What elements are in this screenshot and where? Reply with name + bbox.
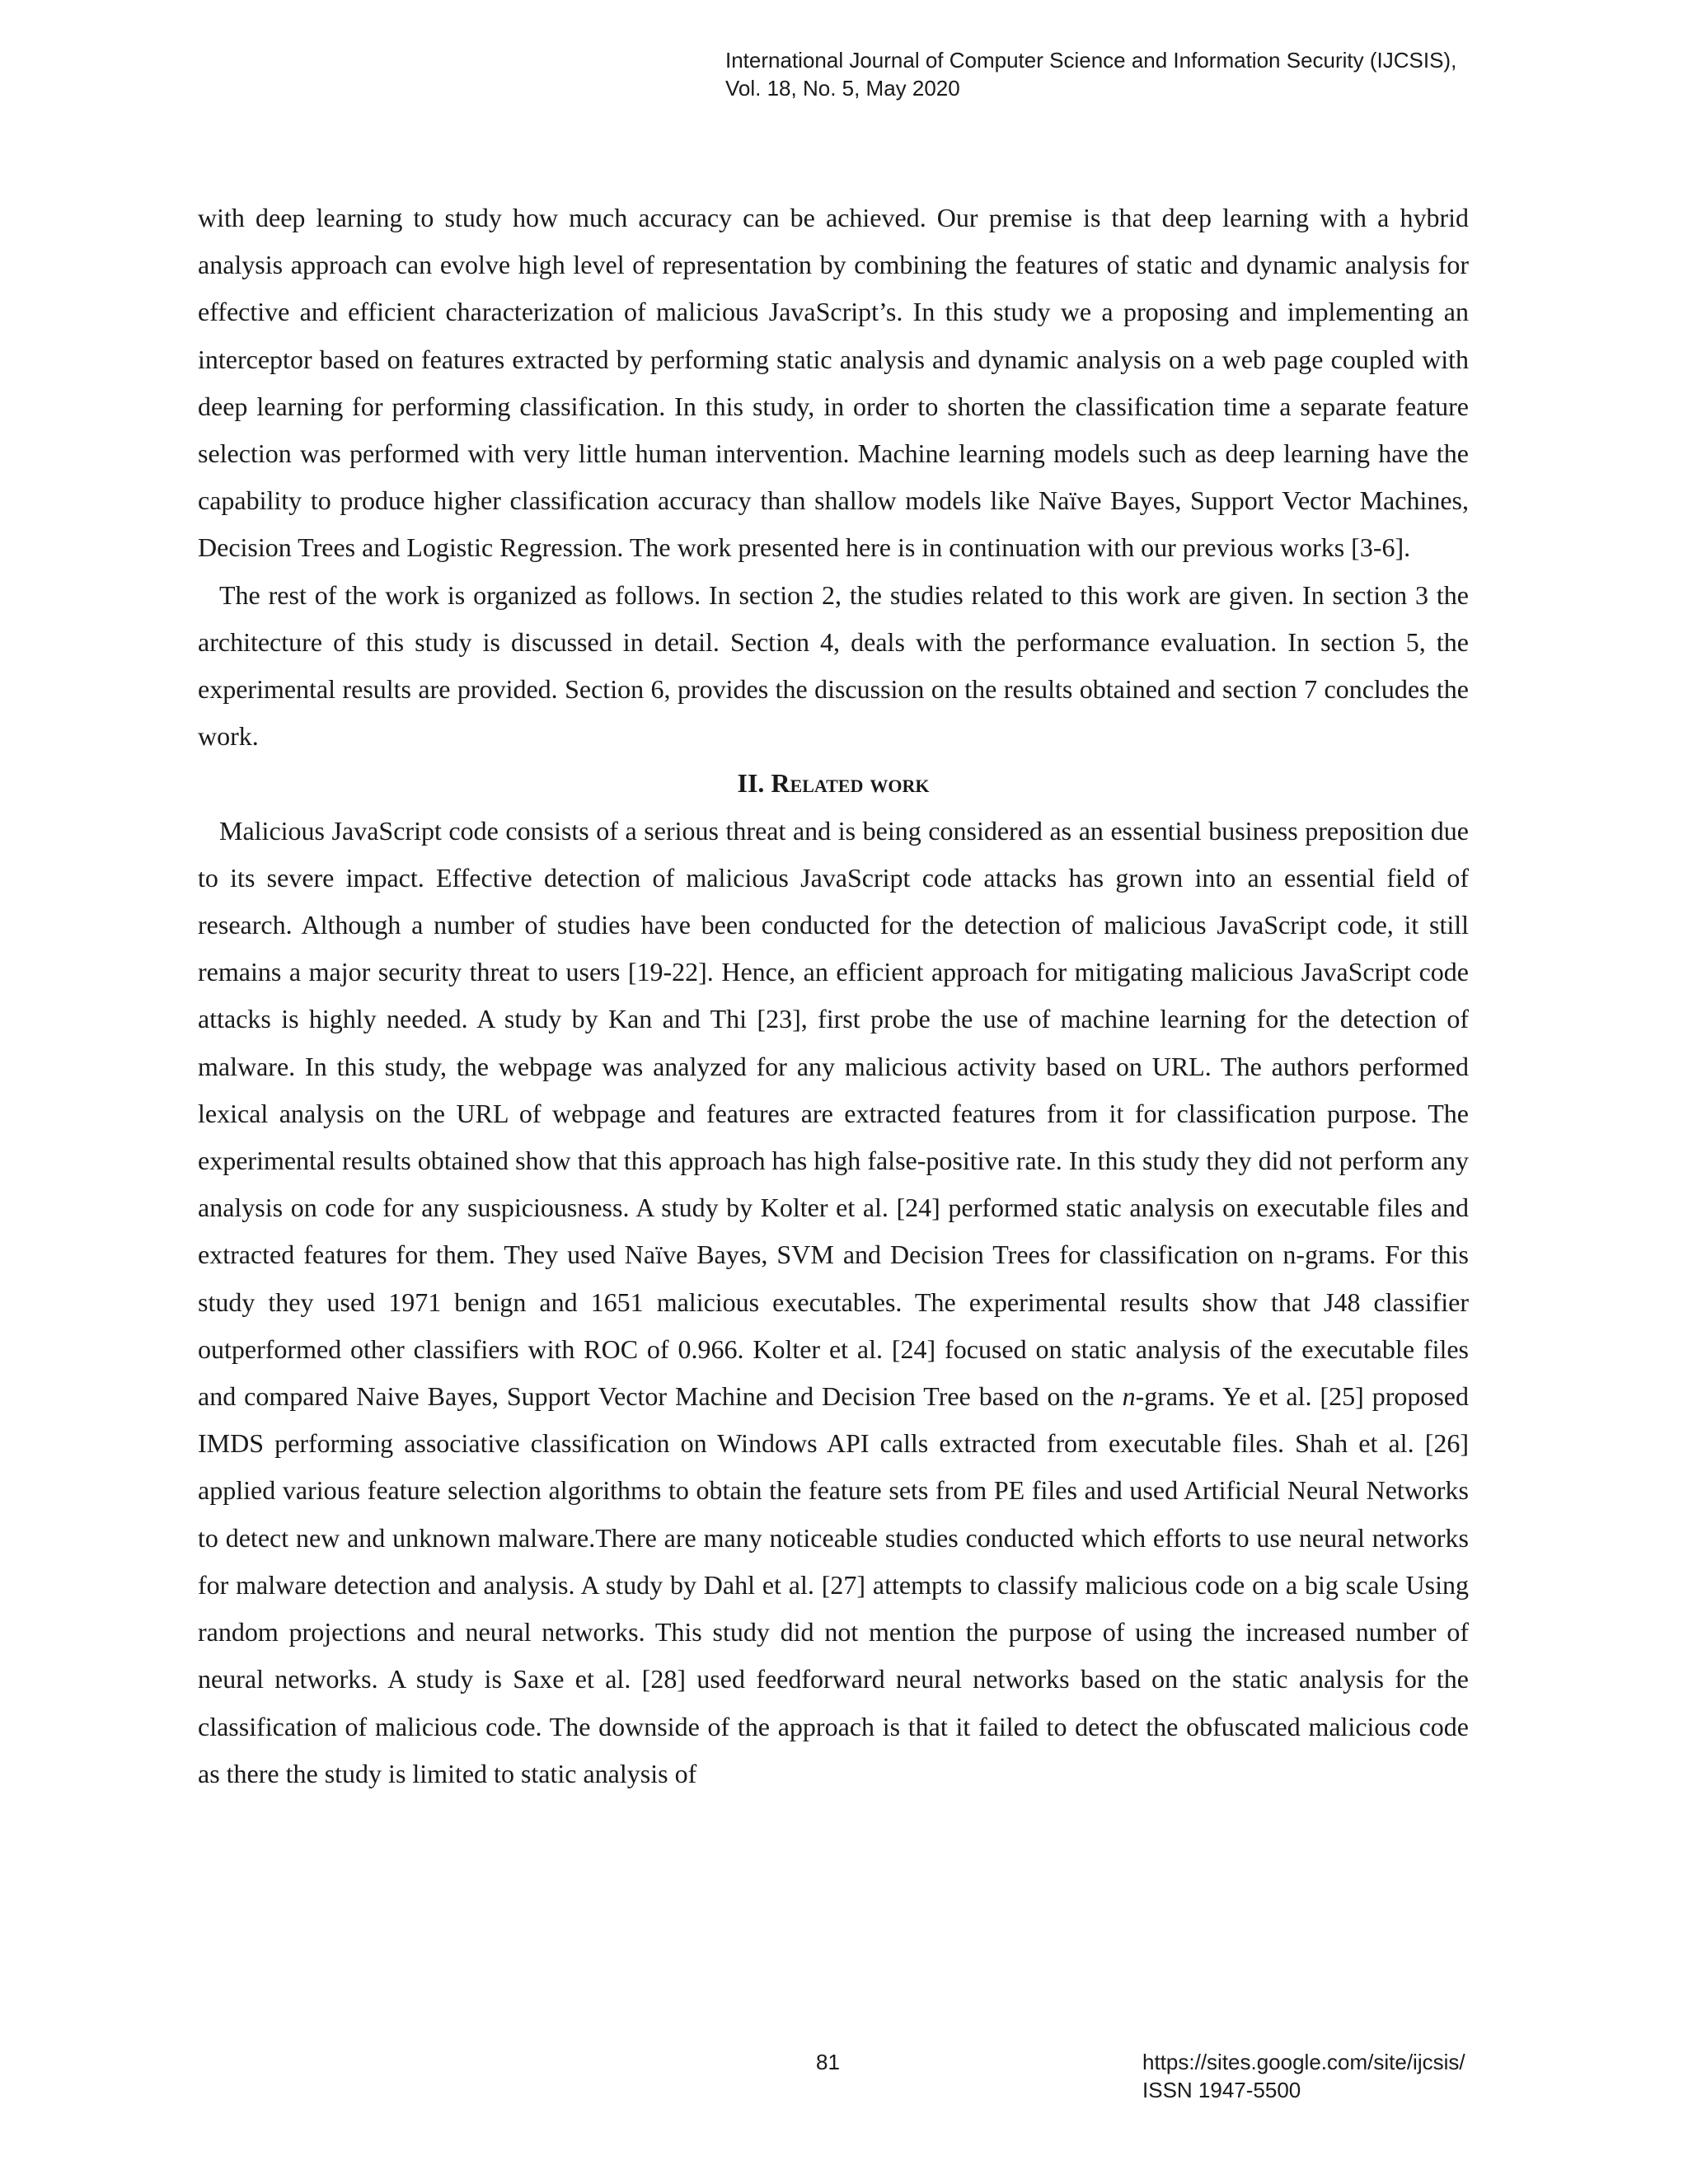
- article-body: [198, 194, 1469, 1797]
- page-number: 81: [816, 2050, 840, 2074]
- paragraph-related-work: [198, 808, 1469, 1797]
- journal-header: [725, 46, 1550, 102]
- section-title: Related work: [771, 768, 930, 799]
- footer-url: https://sites.google.com/site/ijcsis/: [1142, 2050, 1465, 2074]
- paragraph-intro-continuation: with deep learning to study how much accuracy can be achieved. Our premise is that deep learning with a hybrid analysis approach can evolve high level of representation by combining the features of static and dynamic analysis for effective and efficient characterization of malicious JavaScript’s. In this study we a proposing and implementing an interceptor based on features extracted by performing static analysis and dynamic analysis on a web page coupled with deep learning for performing classification. In this study, in order to shorten the classification time a separate feature selection was performed with very little human intervention. Machine learning models such as deep learning have the capability to produce higher classification accuracy than shallow models like Naïve Bayes, Support Vector Machines, Decision Trees and Logistic Regression. The work presented here is in continuation with our previous works [3-6].: [198, 203, 1469, 563]
- journal-title-line: International Journal of Computer Science and Information Security (IJCSIS),: [725, 48, 1457, 73]
- journal-volume-line: Vol. 18, No. 5, May 2020: [725, 76, 960, 101]
- section-number: II.: [737, 768, 765, 799]
- section-heading-related-work: [198, 760, 1469, 807]
- footer-issn: ISSN 1947-5500: [1142, 2078, 1301, 2102]
- related-work-text-part1: Malicious JavaScript code consists of a serious threat and is being considered as an essential business preposition due to its severe impact. Effective detection of malicious JavaScript code attacks has grown into an essential field of research. Although a number of studies have been conducted for the detection of malicious JavaScript code, it still remains a major security threat to users [19-22]. Hence, an efficient approach for mitigating malicious JavaScript code attacks is highly needed. A study by Kan and Thi [23], first probe the use of machine learning for the detection of malware. In this study, the webpage was analyzed for any malicious activity based on URL. The authors performed lexical analysis on the URL of webpage and features are extracted features from it for classification purpose. The experimental results obtained show that this approach has high false-positive rate. In this study they did not perform any analysis on code for any suspiciousness. A study by Kolter et al. [24] performed static analysis on executable files and extracted features for them. They used Naïve Bayes, SVM and Decision Trees for classification on n-grams. For this study they used 1971 benign and 1651 malicious executables. The experimental results show that J48 classifier outperformed other classifiers with ROC of 0.966. Kolter et al. [24] focused on static analysis of the executable files and compared Naive Bayes, Support Vector Machine and Decision Tree based on the: [198, 815, 1469, 1412]
- paragraph-organization: The rest of the work is organized as follows. In section 2, the studies related to this work are given. In section 3 the architecture of this study is discussed in detail. Section 4, deals with the performance evaluation. In section 5, the experimental results are provided. Section 6, provides the discussion on the results obtained and section 7 concludes the work.: [198, 579, 1469, 752]
- footer-info: [1142, 2048, 1465, 2104]
- related-work-italic-n: n: [1122, 1381, 1136, 1412]
- related-work-text-part2: -grams. Ye et al. [25] proposed IMDS performing associative classification on Windows API calls extracted from executable files. Shah et al. [26] applied various feature selection algorithms to obtain the feature sets from PE files and used Artificial Neural Networks to detect new and unknown malware.There are many noticeable studies conducted which efforts to use neural networks for malware detection and analysis. A study by Dahl et al. [27] attempts to classify malicious code on a big scale Using random projections and neural networks. This study did not mention the purpose of using the increased number of neural networks. A study is Saxe et al. [28] used feedforward neural networks based on the static analysis for the classification of malicious code. The downside of the approach is that it failed to detect the obfuscated malicious code as there the study is limited to static analysis of: [198, 1381, 1470, 1788]
